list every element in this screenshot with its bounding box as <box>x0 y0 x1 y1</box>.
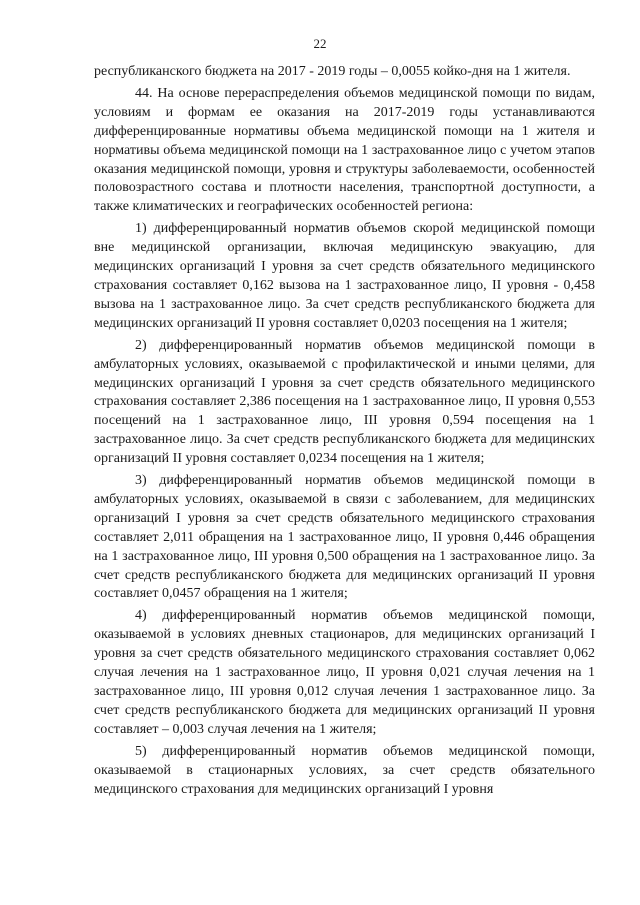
paragraph-item-44: 44. На основе перераспределения объемов медицинской помощи по видам, условиям и формам ее оказания на 2017-2019 годы устанавливаются дифференцированные нормативы объема медицинской помощи на 1 жителя и нормативы объема медицинской помощи на 1 застрахованное лицо с учетом этапов оказания медицинской помощи, уровня и структуры заболеваемости, особенностей половозрастного состава и плотности населения, транспортной доступности, а также климатических и географических особенностей региона: <box>94 85 595 215</box>
paragraph-subitem-4: 4) дифференцированный норматив объемов медицинской помощи, оказываемой в условиях дневных стационаров, для медицинских организаций I уровня за счет средств обязательного медицинского страхования составляет 0,062 случая лечения на 1 застрахованное лицо, II уровня 0,021 случая лечения на 1 застрахованное лицо, III уровня 0,012 случая лечения 1 застрахованное лицо. За счет средств республиканского бюджета для медицинских организаций II уровня составляет – 0,003 случая лечения на 1 жителя; <box>94 608 595 737</box>
document-body <box>94 63 595 799</box>
paragraph-subitem-2: 2) дифференцированный норматив объемов медицинской помощи в амбулаторных условиях, оказываемой с профилактической и иными целями, для медицинских организаций I уровня за счет средств обязательного медицинского страхования составляет 2,386 посещения на 1 застрахованное лицо, II уровня 0,553 посещений на 1 застрахованное лицо, III уровня 0,594 посещения на 1 застрахованное лицо. За счет средств республиканского бюджета для медицинских организаций II уровня составляет 0,0234 посещения на 1 жителя; <box>94 337 595 467</box>
paragraph-subitem-5: 5) дифференцированный норматив объемов медицинской помощи, оказываемой в стационарных условиях, за счет средств обязательного медицинского страхования для медицинских организаций I уровня <box>94 743 595 797</box>
paragraph-continuation: республиканского бюджета на 2017 - 2019 годы – 0,0055 койко-дня на 1 жителя. <box>94 64 571 79</box>
paragraph-subitem-1: 1) дифференцированный норматив объемов скорой медицинской помощи вне медицинской организации, включая медицинскую эвакуацию, для медицинских организаций I уровня за счет средств обязательного медицинского страхования составляет 0,162 вызова на 1 застрахованное лицо, II уровня - 0,458 вызова на 1 застрахованное лицо. За счет средств республиканского бюджета для медицинских организаций II уровня составляет 0,0203 посещения на 1 жителя; <box>94 221 595 331</box>
page-number: 22 <box>313 36 327 51</box>
paragraph-subitem-3: 3) дифференцированный норматив объемов медицинской помощи в амбулаторных условиях, оказываемой в связи с заболеванием, для медицинских организаций I уровня за счет средств обязательного медицинского страхования составляет 2,011 обращения на 1 застрахованное лицо, II уровня 0,446 обращения на 1 застрахованное лицо, III уровня 0,500 обращения на 1 застрахованное лицо. За счет средств республиканского бюджета для медицинских организаций II уровня составляет 0,0457 обращения на 1 жителя; <box>94 473 595 602</box>
